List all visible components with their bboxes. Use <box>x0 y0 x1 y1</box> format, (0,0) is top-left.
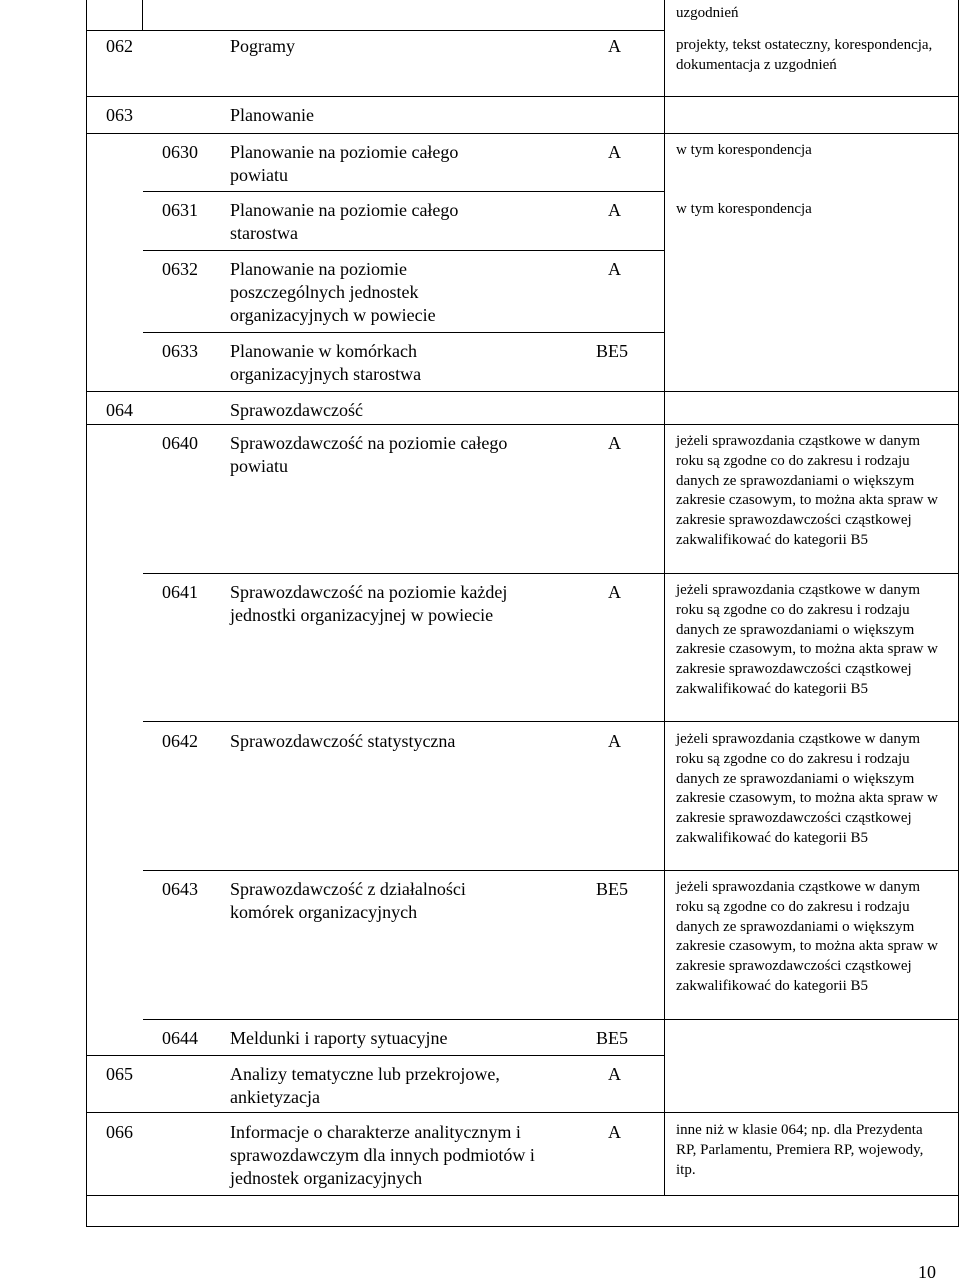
symbol-cell: 0632 <box>162 259 198 279</box>
remarks-cell: jeżeli sprawozdania cząstkowe w danym roku są zgodne co do zakresu i rodzaju danych ze sprawozdaniami o większym zakresie czasowym, to można akta spraw w zakresie sprawozdawczości cząstkowej zakwalifikować do kategorii B5 <box>676 433 938 548</box>
title-cell: Pogramy <box>230 36 295 56</box>
category-cell: A <box>608 200 621 220</box>
symbol-cell: 062 <box>106 36 133 56</box>
category-cell: A <box>608 582 621 602</box>
title-cell: Sprawozdawczość na poziomie całego powiatu <box>230 433 508 476</box>
category-cell: BE5 <box>596 879 629 899</box>
title-cell: Informacje o charakterze analitycznym i sprawozdawczym dla innych podmiotów i jednostek organizacyjnych <box>230 1122 535 1188</box>
category-cell: A <box>608 1064 621 1084</box>
title-cell: Planowanie na poziomie poszczególnych jednostek organizacyjnych w powiecie <box>230 259 436 325</box>
symbol-cell: 0643 <box>162 879 198 899</box>
title-cell: Sprawozdawczość statystyczna <box>230 731 456 751</box>
row-separator <box>86 133 958 134</box>
category-cell: A <box>608 433 621 453</box>
row-separator <box>143 721 958 722</box>
symbol-cell: 0633 <box>162 341 198 361</box>
title-cell: Planowanie w komórkach organizacyjnych starostwa <box>230 341 422 384</box>
row-separator <box>664 1112 958 1113</box>
row-separator <box>86 96 664 97</box>
symbol-cell: 065 <box>106 1064 133 1084</box>
grid-line-left <box>86 0 87 1227</box>
remarks-cell: inne niż w klasie 064; np. dla Prezydenta RP, Parlamentu, Premiera RP, wojewody, itp. <box>676 1122 924 1178</box>
page-number: 10 <box>918 1262 936 1282</box>
row-separator <box>143 191 664 192</box>
row-separator <box>86 1112 664 1113</box>
remarks-cell: w tym korespondencja <box>676 142 812 158</box>
row-separator <box>86 1055 664 1056</box>
row-separator <box>664 391 958 392</box>
row-separator <box>86 30 664 31</box>
category-cell: A <box>608 142 621 162</box>
title-cell: Sprawozdawczość <box>230 400 363 420</box>
symbol-cell: 064 <box>106 400 133 420</box>
title-cell: Analizy tematyczne lub przekrojowe, ankietyzacja <box>230 1064 500 1107</box>
row-separator <box>143 870 958 871</box>
category-cell: A <box>608 1122 621 1142</box>
category-cell: BE5 <box>596 341 629 361</box>
title-cell: Planowanie na poziomie całego starostwa <box>230 200 459 243</box>
title-cell: Sprawozdawczość na poziomie każdej jednostki organizacyjnej w powiecie <box>230 582 508 625</box>
row-separator <box>143 1019 958 1020</box>
remarks-cell: uzgodnień <box>676 5 739 21</box>
title-cell: Planowanie na poziomie całego powiatu <box>230 142 459 185</box>
symbol-cell: 0630 <box>162 142 198 162</box>
grid-line-bottom <box>86 1226 959 1227</box>
category-cell: A <box>608 259 621 279</box>
symbol-cell: 0644 <box>162 1028 198 1048</box>
symbol-cell: 0641 <box>162 582 198 602</box>
grid-line-right <box>958 0 959 1227</box>
remarks-cell: jeżeli sprawozdania cząstkowe w danym roku są zgodne co do zakresu i rodzaju danych ze sprawozdaniami o większym zakresie czasowym, to można akta spraw w zakresie sprawozdawczości cząstkowej zakwalifikować do kategorii B5 <box>676 731 938 846</box>
title-cell: Planowanie <box>230 105 314 125</box>
remarks-cell: projekty, tekst ostateczny, korespondencja, dokumentacja z uzgodnień <box>676 37 933 73</box>
grid-line-code-col <box>142 0 143 30</box>
symbol-cell: 063 <box>106 105 133 125</box>
category-cell: A <box>608 731 621 751</box>
grid-line-note-col <box>664 0 665 1195</box>
row-separator <box>86 391 664 392</box>
remarks-cell: jeżeli sprawozdania cząstkowe w danym roku są zgodne co do zakresu i rodzaju danych ze sprawozdaniami o większym zakresie czasowym, to można akta spraw w zakresie sprawozdawczości cząstkowej zakwalifikować do kategorii B5 <box>676 879 938 994</box>
title-cell: Sprawozdawczość z działalności komórek organizacyjnych <box>230 879 466 922</box>
row-separator <box>86 424 958 425</box>
remarks-cell: jeżeli sprawozdania cząstkowe w danym roku są zgodne co do zakresu i rodzaju danych ze sprawozdaniami o większym zakresie czasowym, to można akta spraw w zakresie sprawozdawczości cząstkowej zakwalifikować do kategorii B5 <box>676 582 938 697</box>
row-separator <box>664 96 958 97</box>
symbol-cell: 0642 <box>162 731 198 751</box>
row-separator <box>86 1195 958 1196</box>
category-cell: A <box>608 36 621 56</box>
category-cell: BE5 <box>596 1028 629 1048</box>
symbol-cell: 0631 <box>162 200 198 220</box>
row-separator <box>143 573 958 574</box>
symbol-cell: 066 <box>106 1122 133 1142</box>
title-cell: Meldunki i raporty sytuacyjne <box>230 1028 448 1048</box>
row-separator <box>143 332 664 333</box>
row-separator <box>143 250 664 251</box>
remarks-cell: w tym korespondencja <box>676 201 812 217</box>
symbol-cell: 0640 <box>162 433 198 453</box>
